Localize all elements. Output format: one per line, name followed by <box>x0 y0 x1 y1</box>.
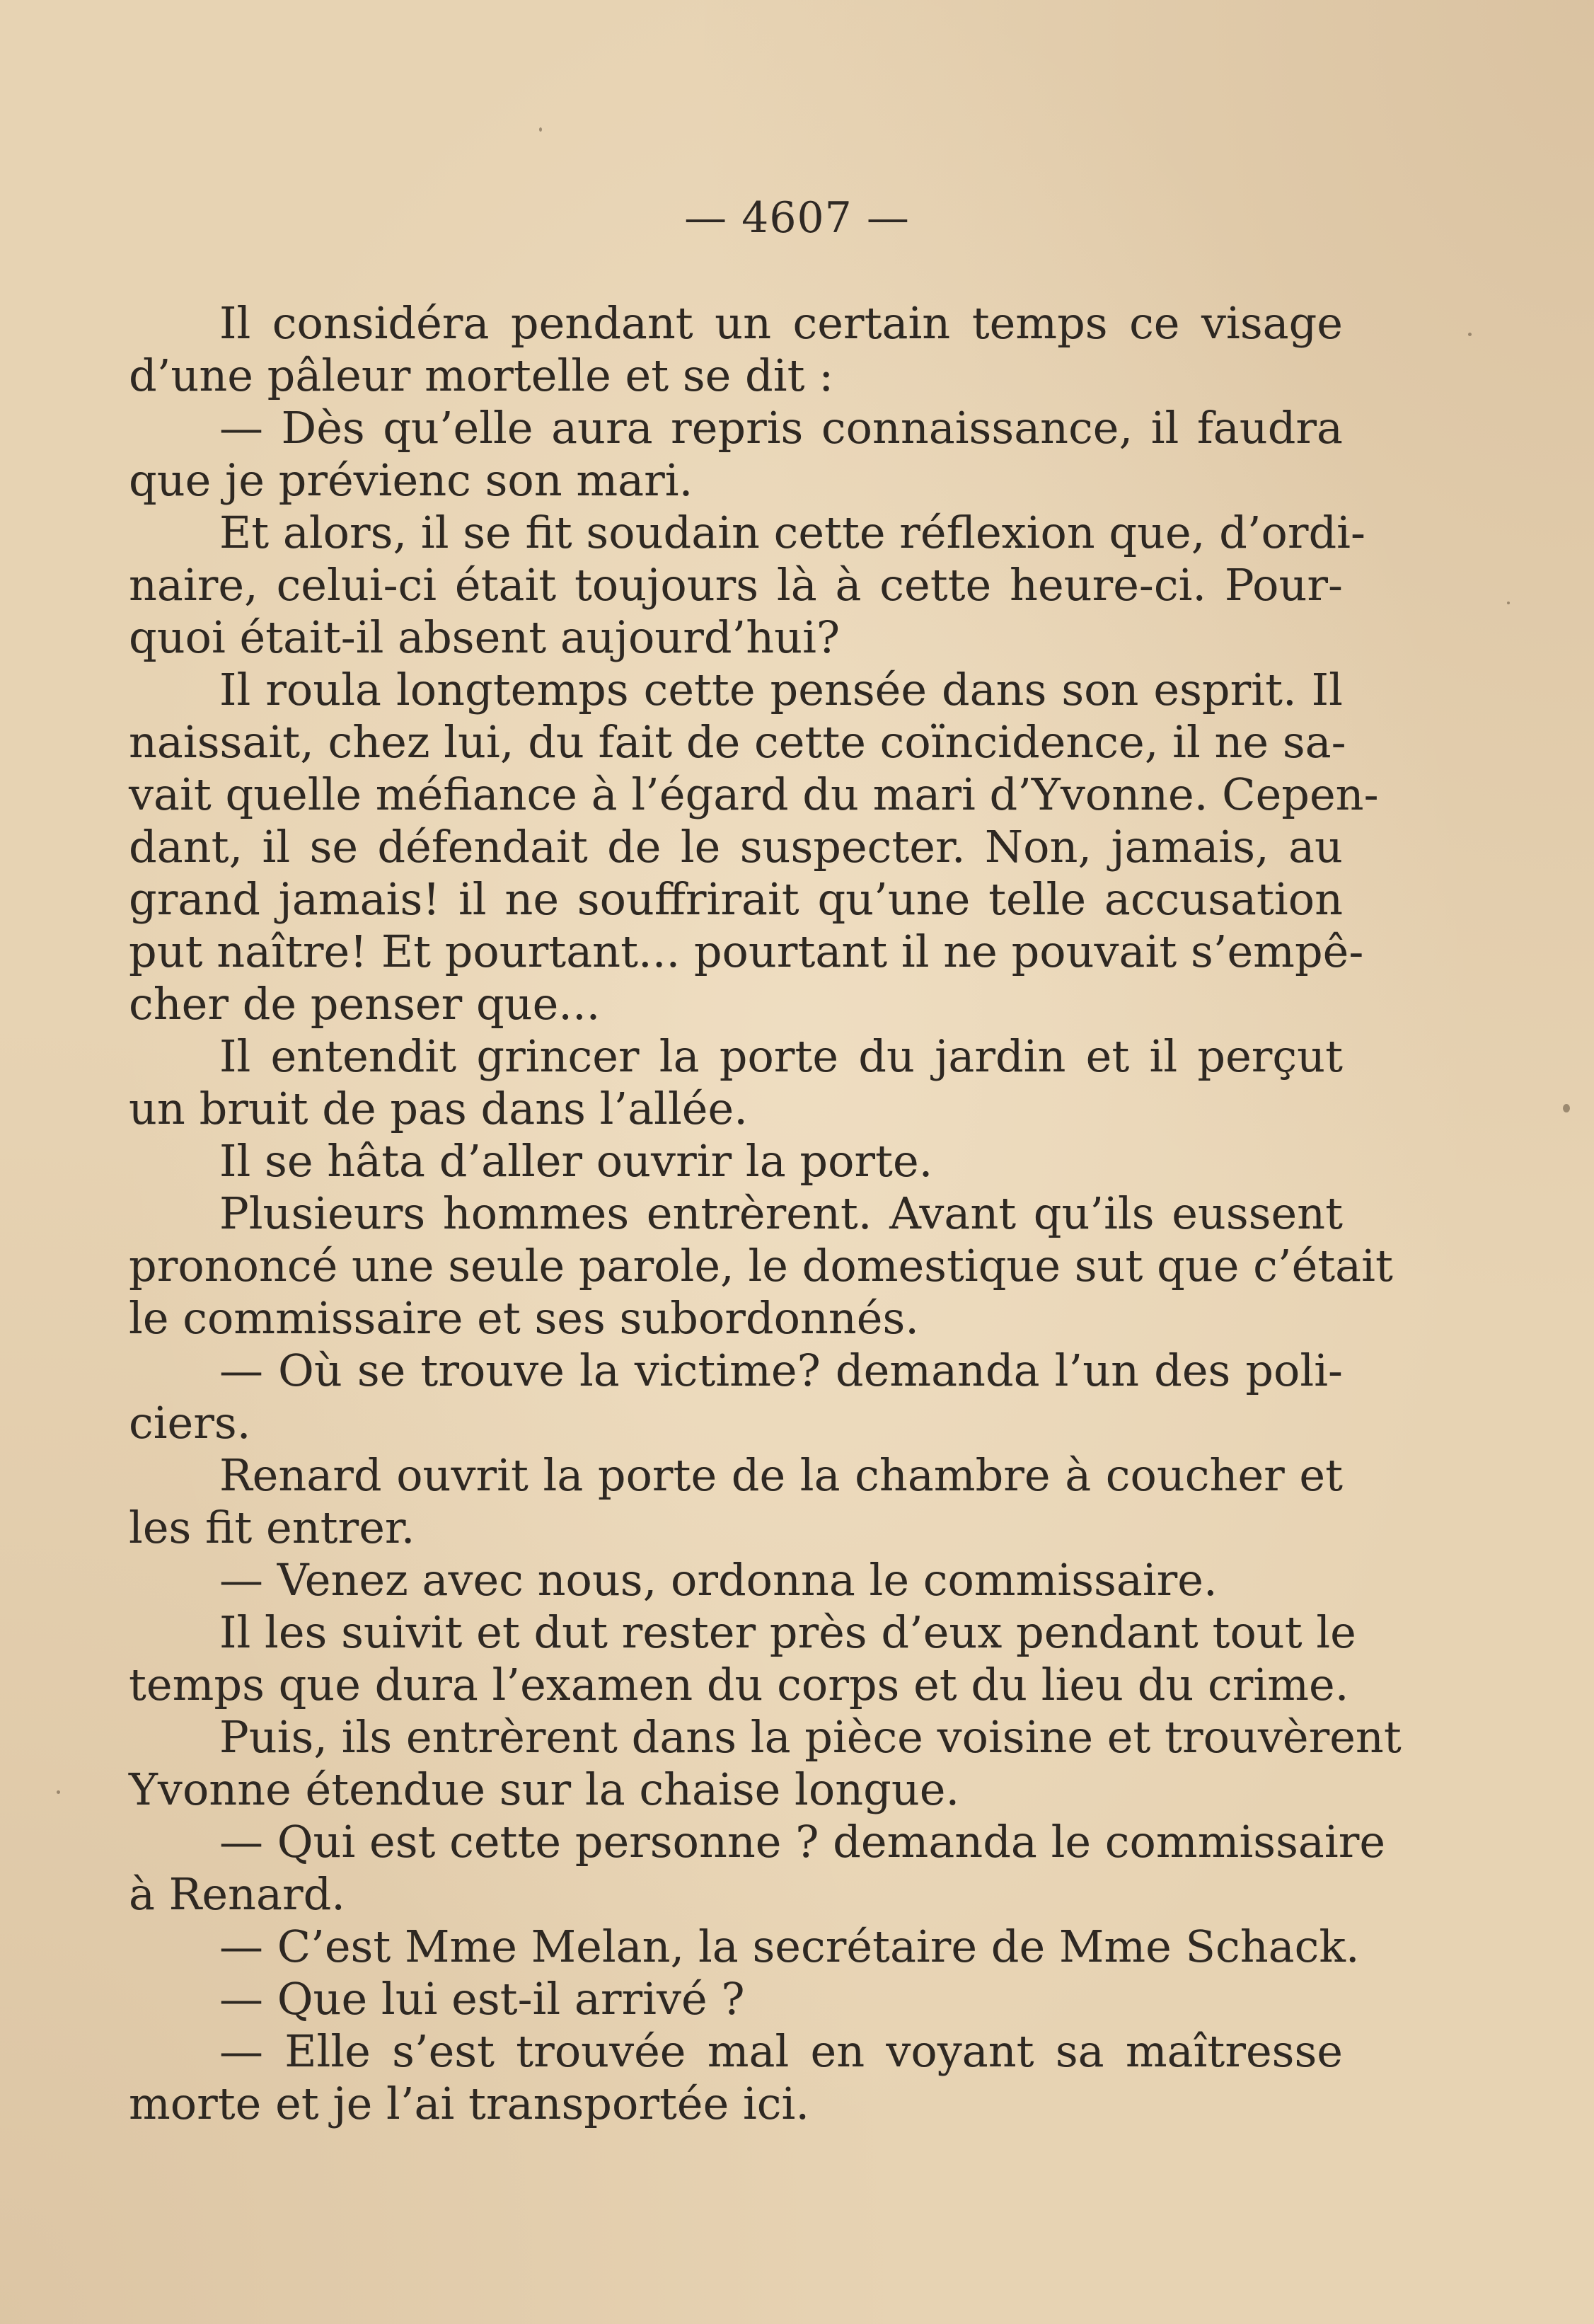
text-line: les fit entrer. <box>129 1502 415 1553</box>
text-line: morte et je l’ai transportée ici. <box>129 2078 810 2129</box>
text-line: Il considéra pendant un certain temps ce visage <box>219 297 1343 349</box>
paper-speck <box>1468 333 1472 336</box>
text-line: put naître! Et pourtant... pourtant il ne pouvait s’empê- <box>129 926 1364 977</box>
text-line: — Que lui est-il arrivé ? <box>219 1973 745 2025</box>
text-line: prononcé une seule parole, le domestique sut que c’était <box>129 1240 1393 1292</box>
text-line: un bruit de pas dans l’allée. <box>129 1083 748 1134</box>
text-line: d’une pâleur mortelle et se dit : <box>129 350 834 401</box>
text-line: Il se hâta d’aller ouvrir la porte. <box>219 1135 933 1187</box>
text-line: que je prévienc son mari. <box>129 454 693 506</box>
text-line: Puis, ils entrèrent dans la pièce voisine et trouvèrent <box>219 1711 1402 1763</box>
text-line: — Dès qu’elle aura repris connaissance, il faudra <box>219 402 1343 454</box>
text-line: dant, il se défendait de le suspecter. Non, jamais, au <box>129 821 1343 873</box>
text-line: Plusieurs hommes entrèrent. Avant qu’ils eussent <box>219 1187 1343 1239</box>
text-line: Et alors, il se fit soudain cette réflexion que, d’ordi- <box>219 507 1365 558</box>
text-line: Yvonne étendue sur la chaise longue. <box>129 1764 960 1815</box>
text-line: à Renard. <box>129 1868 345 1920</box>
paper-speck <box>539 127 542 132</box>
text-line: ciers. <box>129 1397 251 1449</box>
text-line: le commissaire et ses subordonnés. <box>129 1292 919 1344</box>
text-line: Il roula longtemps cette pensée dans son esprit. Il <box>219 664 1343 715</box>
text-line: Renard ouvrit la porte de la chambre à coucher et <box>219 1449 1343 1501</box>
text-line: quoi était-il absent aujourd’hui? <box>129 611 841 663</box>
text-line: vait quelle méfiance à l’égard du mari d’Yvonne. Cepen- <box>129 769 1379 820</box>
text-line: — Où se trouve la victime? demanda l’un des poli- <box>219 1345 1343 1396</box>
text-line: — Elle s’est trouvée mal en voyant sa maîtresse <box>219 2025 1343 2077</box>
paper-speck <box>1563 1104 1570 1112</box>
text-line: naissait, chez lui, du fait de cette coïncidence, il ne sa- <box>129 716 1346 768</box>
text-line: naire, celui-ci était toujours là à cette heure-ci. Pour- <box>129 559 1343 611</box>
text-line: — Qui est cette personne ? demanda le commissaire <box>219 1816 1386 1868</box>
paper-speck <box>1507 602 1510 604</box>
text-line: Il entendit grincer la porte du jardin et il perçut <box>219 1030 1343 1082</box>
text-line: — C’est Mme Melan, la secrétaire de Mme Schack. <box>219 1921 1360 1972</box>
paper-speck <box>57 1790 60 1794</box>
text-line: — Venez avec nous, ordonna le commissaire. <box>219 1554 1218 1606</box>
page-number: — 4607 — <box>684 193 910 243</box>
text-line: Il les suivit et dut rester près d’eux pendant tout le <box>219 1606 1356 1658</box>
body-text <box>129 297 1402 2130</box>
text-line: temps que dura l’examen du corps et du lieu du crime. <box>129 1659 1349 1710</box>
text-line: grand jamais! il ne souffrirait qu’une telle accusation <box>129 873 1343 925</box>
text-line: cher de penser que... <box>129 978 601 1030</box>
